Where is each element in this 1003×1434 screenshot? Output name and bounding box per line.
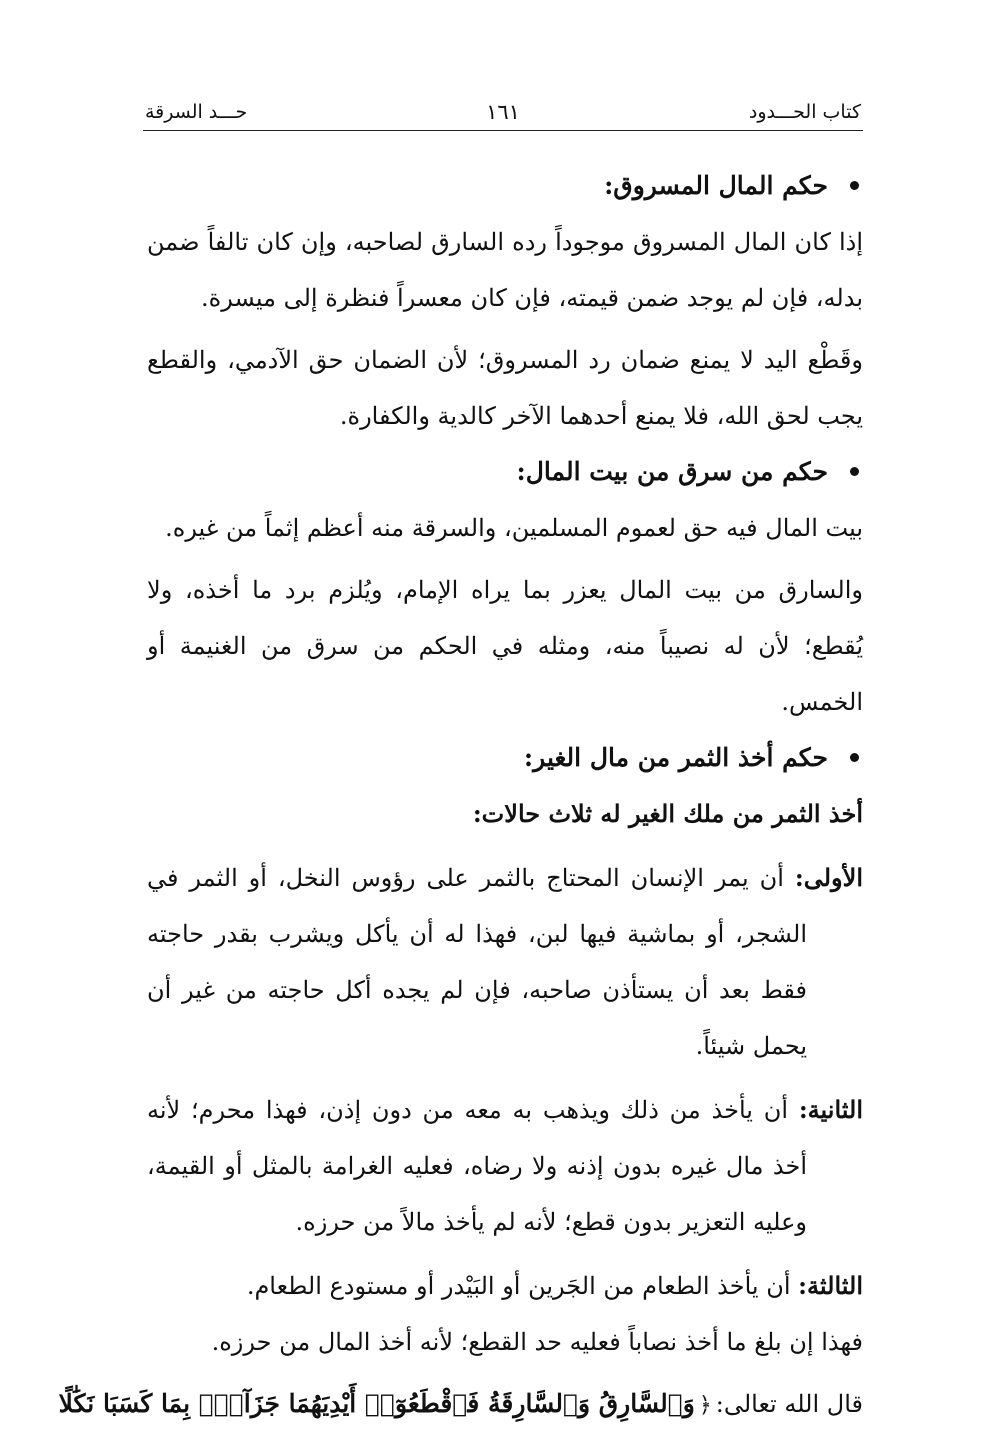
case-first: [147, 850, 863, 1074]
bullet-icon: [850, 181, 859, 190]
quran-verse-text: وَٱلسَّارِقُ وَٱلسَّارِقَةُ فَٱقْطَعُوٓا۟ أَيْدِيَهُمَا جَزَآءًۢ بِمَا كَسَبَا نَكَٰلًا: [58, 1389, 695, 1418]
section-heading-stolen-property: [147, 158, 863, 214]
section-heading-fruit: [147, 730, 863, 786]
running-header: [145, 98, 861, 128]
case-label: الأولى:: [794, 863, 863, 892]
section-heading-text: حكم أخذ الثمر من مال الغير:: [523, 743, 828, 772]
header-chapter-title: حـــد السرقة: [145, 101, 248, 123]
page-body: [58, 158, 863, 1434]
case-label: الثانية:: [798, 1095, 863, 1124]
paragraph: إذا كان المال المسروق موجوداً رده السارق لصاحبه، وإن كان تالفاً ضمن بدله، فإن لم يوجد ضمن قيمته، فإن كان معسراً فنظرة إلى ميسرة.: [147, 228, 863, 312]
conclusion-paragraph: فهذا إن بلغ ما أخذ نصاباً فعليه حد القطع؛ لأنه أخذ المال من حرزه.: [211, 1328, 863, 1356]
case-second: [147, 1082, 863, 1250]
paragraph: بيت المال فيه حق لعموم المسلمين، والسرقة منه أعظم إثماً من غيره.: [165, 514, 863, 542]
bullet-icon: [850, 467, 859, 476]
paragraph: وقَطْع اليد لا يمنع ضمان رد المسروق؛ لأن الضمان حق الآدمي، والقطع يجب لحق الله، فلا يمنع أحدهما الآخر كالدية والكفارة.: [147, 346, 863, 430]
section-heading-public-treasury: [147, 444, 863, 500]
verse-ornament-icon: ﴿: [698, 1393, 712, 1418]
quran-verse-line: [58, 1376, 863, 1434]
header-divider: [143, 130, 863, 131]
section-heading-text: حكم من سرق من بيت المال:: [516, 457, 828, 486]
case-label: الثالثة:: [798, 1271, 863, 1300]
header-book-title: كتاب الحـــدود: [748, 101, 861, 123]
case-text: أن يأخذ الطعام من الجَرين أو البَيْدر أو مستودع الطعام.: [246, 1272, 791, 1300]
case-third: [147, 1258, 863, 1314]
cases-intro: أخذ الثمر من ملك الغير له ثلاث حالات:: [472, 799, 863, 828]
case-text: أن يمر الإنسان المحتاج بالثمر على رؤوس النخل، أو الثمر في الشجر، أو بماشية فيها لبن، فهذا له أن يأكل ويشرب بقدر حاجته فقط بعد أن يستأذن صاحبه، فإن لم يجده أكل حاجته من غير أن يحمل شيئاً.: [147, 864, 807, 1060]
verse-intro: قال الله تعالى:: [715, 1390, 863, 1418]
page-number: ١٦١: [486, 100, 520, 124]
section-heading-text: حكم المال المسروق:: [604, 171, 828, 200]
case-text: أن يأخذ من ذلك ويذهب به معه من دون إذن، فهذا محرم؛ لأنه أخذ مال غيره بدون إذنه ولا رضاه، فعليه الغرامة بالمثل أو القيمة، وعليه التعزير بدون قطع؛ لأنه لم يأخذ مالاً من حرزه.: [147, 1096, 807, 1236]
bullet-icon: [850, 753, 859, 762]
paragraph: والسارق من بيت المال يعزر بما يراه الإمام، ويُلزم برد ما أخذه، ولا يُقطع؛ لأن له نصيباً منه، ومثله في الحكم من سرق من الغنيمة أو الخمس.: [147, 576, 863, 716]
